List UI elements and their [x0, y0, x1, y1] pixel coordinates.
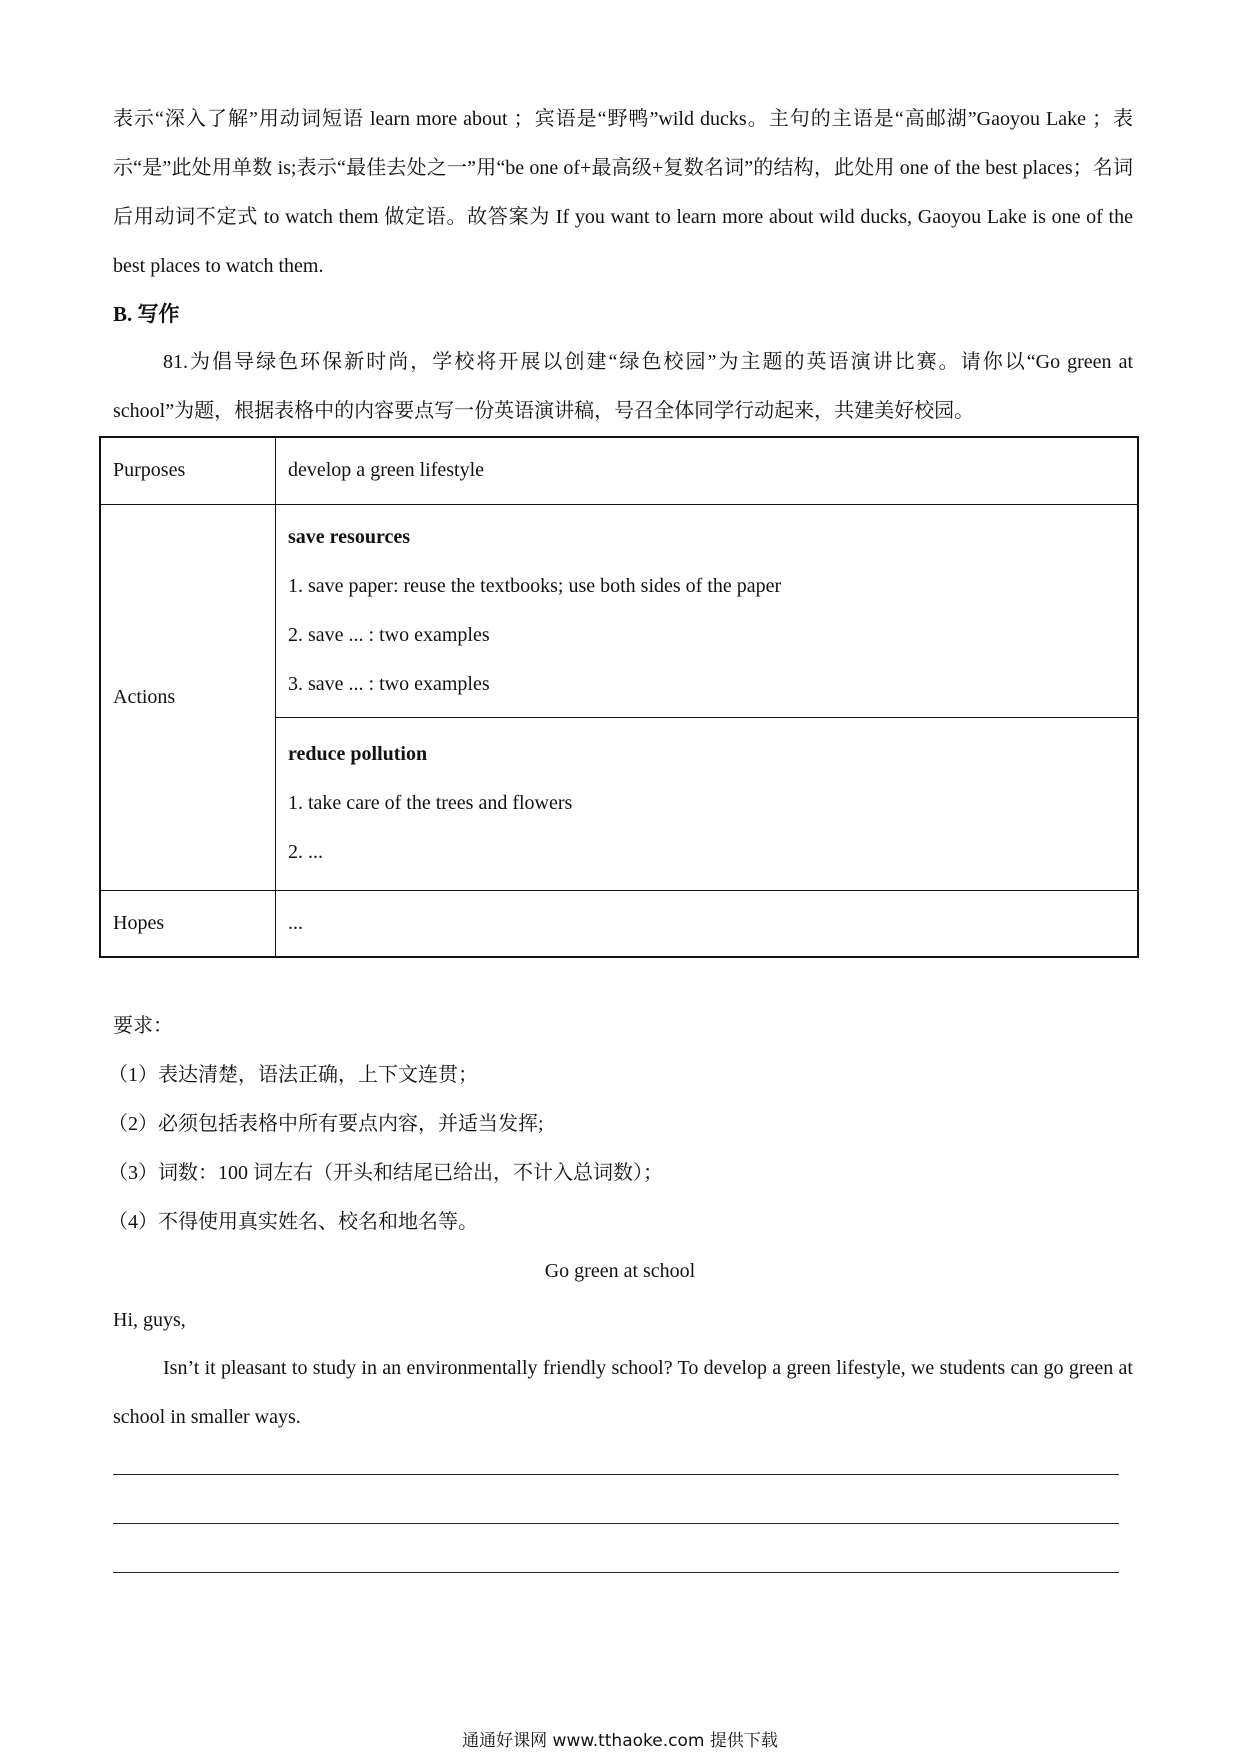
save-resources-cell: [276, 504, 1139, 717]
question-prompt: 81.为倡导绿色环保新时尚，学校将开展以创建“绿色校园”为主题的英语演讲比赛。请你以“Go green at school”为题，根据表格中的内容要点写一份英语演讲稿，号召全体同学行动起来，共建美好校园。: [113, 351, 1133, 422]
reduce-pollution-title: reduce pollution: [288, 743, 428, 765]
requirements-title: 要求：: [113, 1015, 173, 1037]
section-heading: B. 写作: [113, 302, 180, 326]
save-item: 3. save ... : two examples: [288, 672, 490, 695]
reduce-item: 1. take care of the trees and flowers: [288, 792, 573, 814]
reduce-item: 2. ...: [288, 841, 323, 863]
purposes-label: Purposes: [100, 437, 276, 504]
save-item: 1. save paper: reuse the textbooks; use both sides of the paper: [288, 574, 782, 597]
save-resources-title: save resources: [288, 525, 411, 548]
writing-line[interactable]: [113, 1474, 1119, 1475]
save-item: 2. save ... : two examples: [288, 623, 490, 646]
outline-table: [99, 436, 1139, 958]
essay-opening: Isn’t it pleasant to study in an environmentally friendly school? To develop a green lifestyle, we students can go green at school in smaller ways.: [113, 1357, 1133, 1428]
writing-line[interactable]: [113, 1523, 1119, 1524]
answer-explanation: 表示“深入了解”用动词短语 learn more about ；宾语是“野鸭”wild ducks。主句的主语是“高邮湖”Gaoyou Lake ；表示“是”此处用单数 is;表示“最佳去处之一”用“be one of+最高级+复数名词”的结构，此处用 one of the best places；名词后用动词不定式 to watch them 做定语。故答案为 If you want to learn more about wild ducks, Gaoyou Lake is one of the best places to watch them.: [113, 108, 1133, 277]
table-row-actions-save: [100, 504, 1138, 717]
actions-label: Actions: [100, 504, 276, 890]
reduce-pollution-cell: [276, 717, 1139, 890]
purposes-value: develop a green lifestyle: [276, 437, 1139, 504]
page-footer: 通通好课网 www.tthaoke.com 提供下载: [462, 1731, 778, 1751]
hopes-value: ...: [276, 890, 1139, 957]
writing-line[interactable]: [113, 1572, 1119, 1573]
requirement-item: （3）词数：100 词左右（开头和结尾已给出，不计入总词数）；: [108, 1162, 663, 1184]
essay-greeting: Hi, guys,: [113, 1309, 186, 1331]
hopes-label: Hopes: [100, 890, 276, 957]
requirement-item: （4）不得使用真实姓名、校名和地名等。: [108, 1211, 478, 1233]
table-row-hopes: [100, 890, 1138, 957]
essay-title: Go green at school: [544, 1260, 696, 1282]
table-row-purposes: [100, 437, 1138, 504]
requirement-item: （1）表达清楚，语法正确，上下文连贯；: [108, 1064, 478, 1086]
requirement-item: （2）必须包括表格中所有要点内容，并适当发挥;: [108, 1113, 544, 1135]
